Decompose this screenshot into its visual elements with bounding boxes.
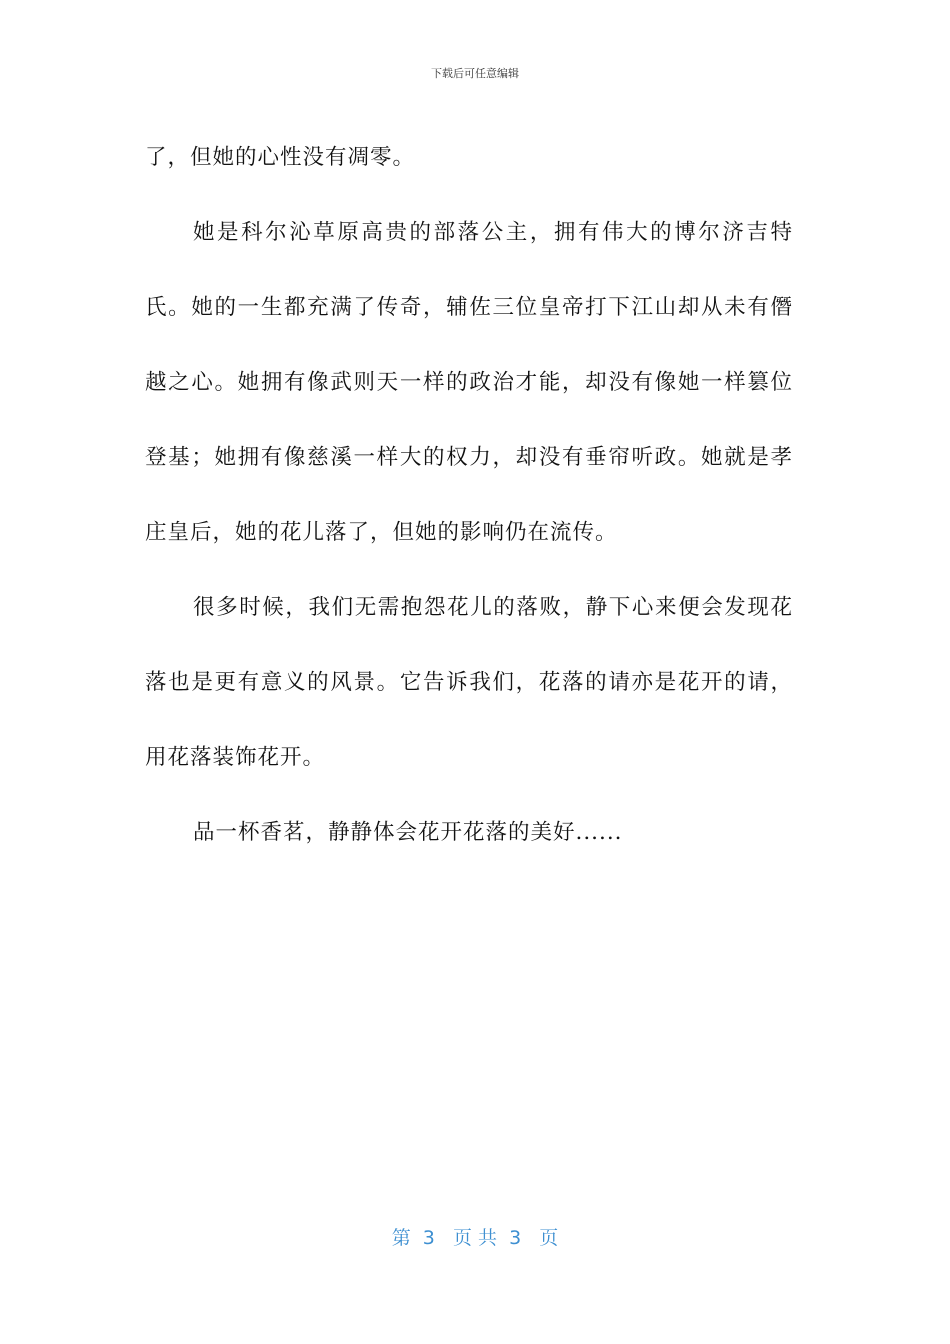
paragraph-closing: 品一杯香茗，静静体会花开花落的美好...... [193,820,623,845]
paragraph-xiaozhuang: 她是科尔沁草原高贵的部落公主，拥有伟大的博尔济吉特氏。她的一生都充满了传奇，辅佐三位皇帝打下江山却从未有僭越之心。她拥有像武则天一样的政治才能，却没有像她一样篡位登基；她拥有像慈溪一样大的权力，却没有垂帘听政。她就是孝庄皇后，她的花儿落了，但她的影响仍在流传。 [145,220,793,545]
page-header-note: 下载后可任意编辑 [431,67,519,80]
page-number-footer: 第 3 页 共 3 页 [391,1227,559,1249]
document-body [145,120,793,870]
paragraph-continuation: 了，但她的心性没有凋零。 [145,145,416,170]
paragraph-flower-fall: 很多时候，我们无需抱怨花儿的落败，静下心来便会发现花落也是更有意义的风景。它告诉我们，花落的请亦是花开的请，用花落装饰花开。 [145,595,793,770]
